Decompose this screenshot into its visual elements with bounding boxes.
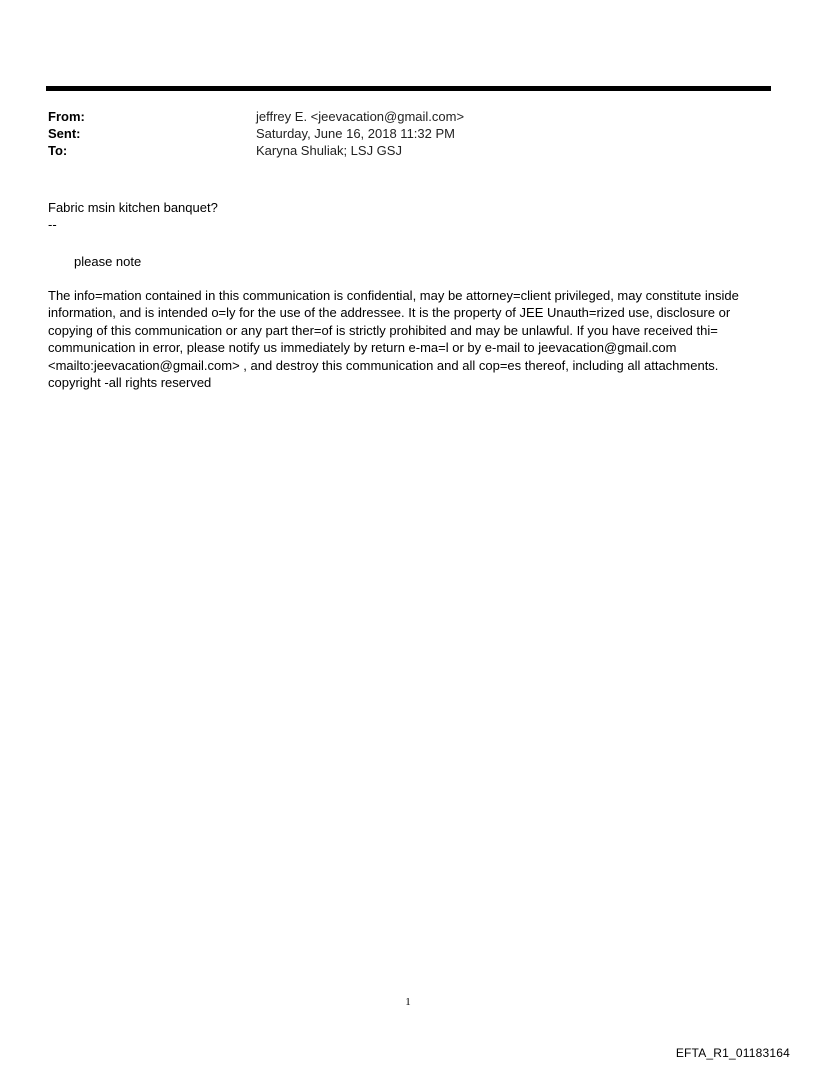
please-note-heading: please note	[74, 254, 142, 269]
message-text: Fabric msin kitchen banquet?	[48, 200, 218, 215]
from-row	[48, 108, 768, 125]
document-id-stamp: EFTA_R1_01183164	[675, 1046, 790, 1060]
from-label: From:	[48, 109, 85, 124]
sent-row	[48, 125, 768, 142]
to-row	[48, 142, 768, 159]
email-header	[48, 108, 768, 159]
to-label: To:	[48, 143, 68, 158]
from-value: jeffrey E. <jeevacation@gmail.com>	[256, 109, 465, 124]
confidentiality-disclaimer: The info=mation contained in this communication is confidential, may be attorney=client privileged, may constitute inside information, and is intended o=ly for the use of the addressee. It is the property of JEE Unauth=rized use, disclosure or copying of this communication or any part ther=of is strictly prohibited and may be unlawful. If you have received thi= communication in error, please notify us immediately by return e-ma=l or by e-mail to jeevacation@gmail.com <mailto:jeevacation@gmail.com> , and destroy this communication and all cop=es thereof, including all attachments. copyright -all rights reserved	[48, 288, 739, 391]
signature-separator: --	[48, 217, 57, 232]
page-number: 1	[405, 996, 411, 1008]
to-value: Karyna Shuliak; LSJ GSJ	[256, 143, 402, 158]
header-divider	[46, 86, 771, 91]
sent-label: Sent:	[48, 126, 81, 141]
sent-value: Saturday, June 16, 2018 11:32 PM	[256, 126, 455, 141]
